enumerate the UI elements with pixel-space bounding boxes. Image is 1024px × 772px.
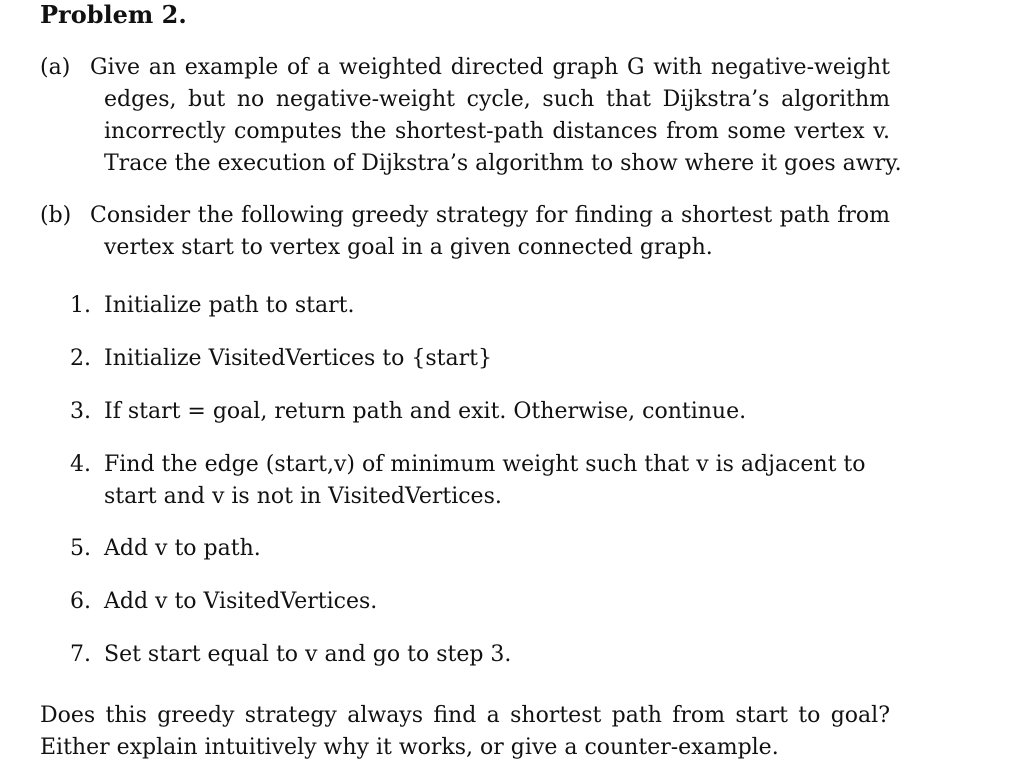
step-number: 2. [70, 346, 91, 371]
step-number: 1. [70, 293, 91, 318]
step-3 [70, 396, 890, 428]
part-a-line-3: incorrectly computes the shortest-path distances from some vertex v. [104, 119, 890, 144]
part-a-line-1: Give an example of a weighted directed graph G with negative-weight [90, 55, 890, 80]
part-b-line-2: vertex start to vertex goal in a given connected graph. [104, 235, 713, 260]
step-text: Initialize VisitedVertices to {start} [104, 346, 492, 371]
closing-question-line-2: Either explain intuitively why it works, or give a counter-example. [40, 735, 779, 760]
part-b [40, 200, 890, 264]
step-7 [70, 639, 890, 671]
step-2 [70, 343, 890, 375]
part-a-line-2: edges, but no negative-weight cycle, such that Dijkstra’s algorithm [104, 87, 890, 112]
problem-title: Problem 2. [40, 0, 187, 29]
step-text-line-1: Find the edge (start,v) of minimum weight such that v is adjacent to [104, 452, 866, 477]
part-b-label: (b) [40, 203, 72, 228]
part-b-line-1: Consider the following greedy strategy for finding a shortest path from [90, 203, 890, 228]
closing-question [40, 700, 890, 764]
step-text: Add v to path. [104, 536, 261, 561]
step-5 [70, 533, 890, 565]
step-1 [70, 290, 890, 322]
part-a-line-4: Trace the execution of Dijkstra’s algorithm to show where it goes awry. [104, 151, 902, 176]
step-number: 4. [70, 452, 91, 477]
closing-question-line-1: Does this greedy strategy always find a shortest path from start to goal? [40, 703, 890, 728]
step-text: If start = goal, return path and exit. Otherwise, continue. [104, 399, 747, 424]
step-4 [70, 449, 890, 513]
step-text: Add v to VisitedVertices. [104, 589, 378, 614]
part-a-label: (a) [40, 55, 71, 80]
step-number: 3. [70, 399, 91, 424]
step-number: 6. [70, 589, 91, 614]
part-a [40, 52, 902, 180]
step-number: 7. [70, 642, 91, 667]
step-text: Set start equal to v and go to step 3. [104, 642, 512, 667]
step-text: Initialize path to start. [104, 293, 355, 318]
step-number: 5. [70, 536, 91, 561]
step-6 [70, 586, 890, 618]
step-text-line-2: start and v is not in VisitedVertices. [104, 484, 502, 509]
